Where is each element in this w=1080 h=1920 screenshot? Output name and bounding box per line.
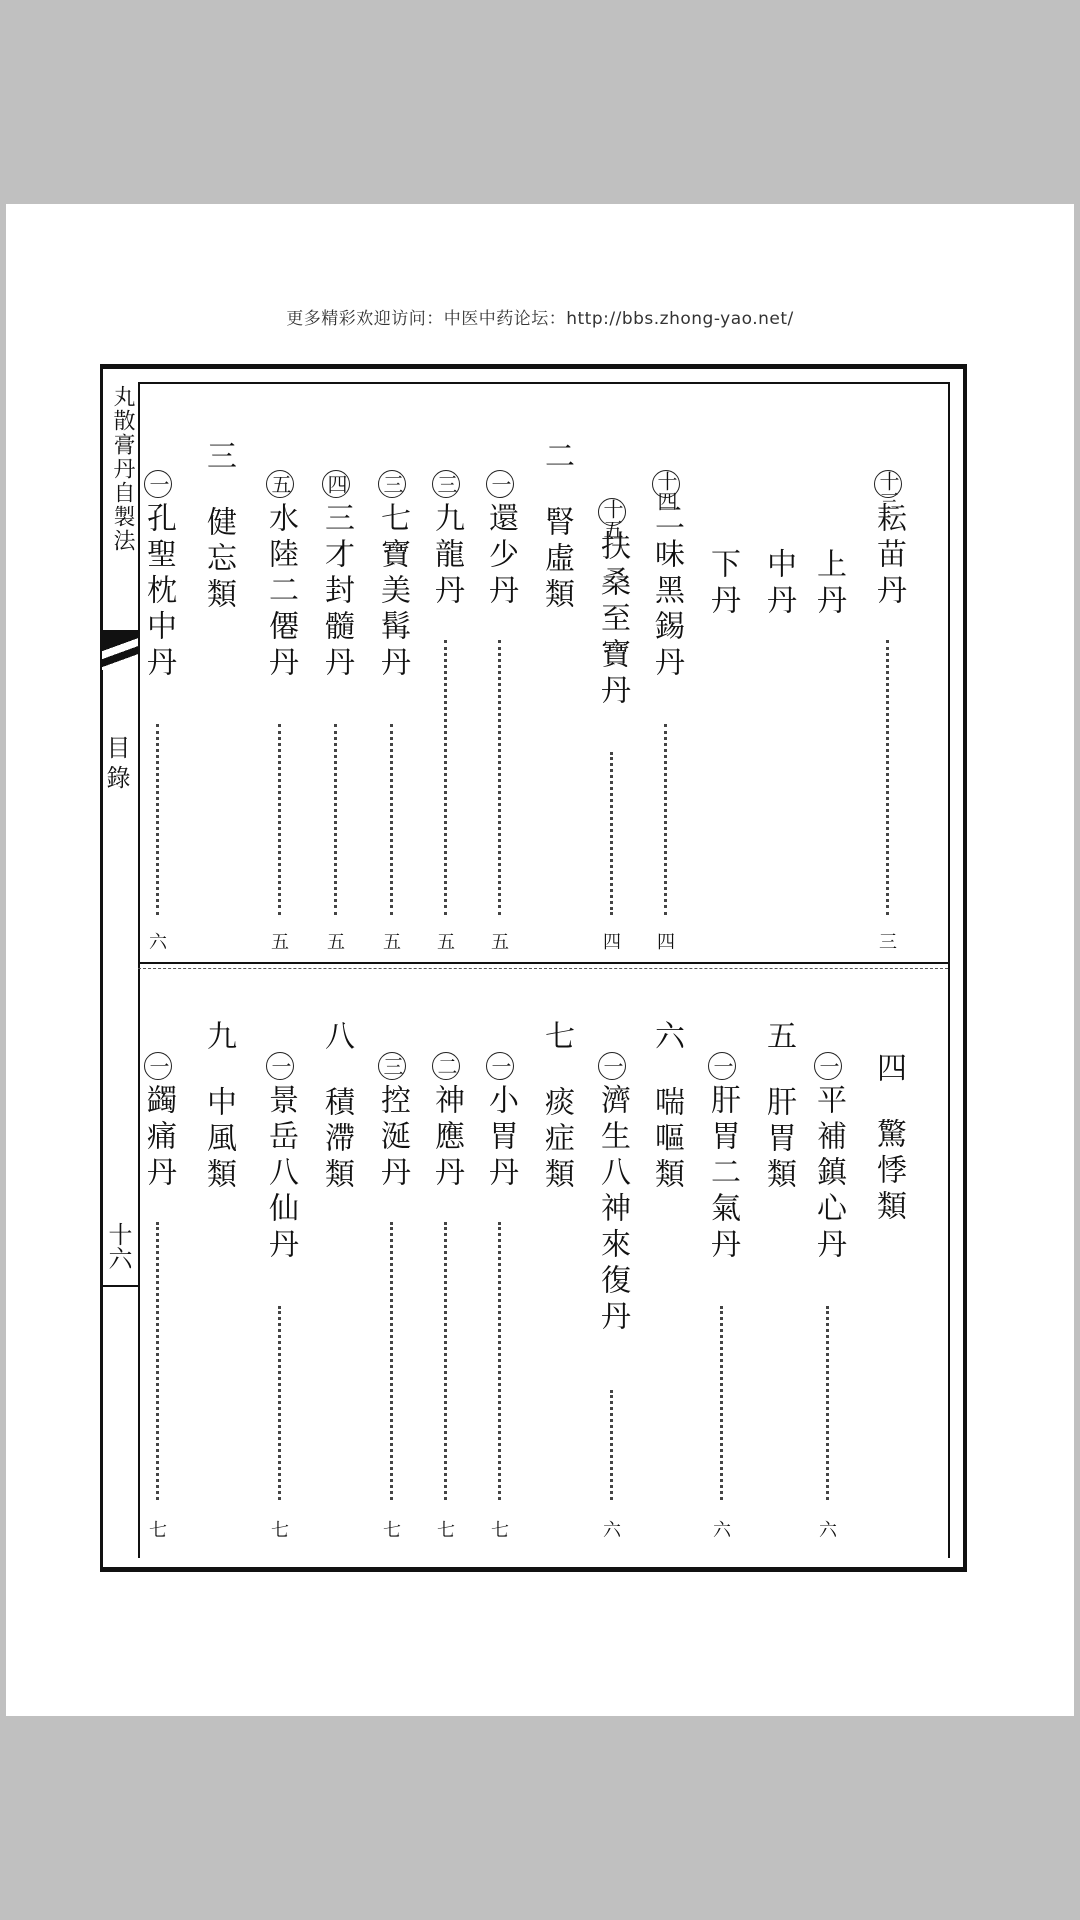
page-reference: 七 xyxy=(437,1520,455,1541)
upper-entry xyxy=(760,548,796,620)
entry-number: 一 xyxy=(144,470,172,498)
entry-number: 三 xyxy=(432,470,460,498)
category-number: 八 xyxy=(319,1020,354,1056)
page-reference: 七 xyxy=(383,1520,401,1541)
leader-dots xyxy=(610,1390,617,1500)
category-title: 下丹 xyxy=(705,548,740,620)
lower-entry xyxy=(262,1052,298,1264)
section-label: 目錄 xyxy=(102,735,130,795)
lower-entry xyxy=(200,1020,236,1194)
category-number: 三 xyxy=(201,440,236,476)
entry-number: 一 xyxy=(144,1052,172,1080)
page-reference: 七 xyxy=(271,1520,289,1541)
entry-number: 一 xyxy=(486,1052,514,1080)
entry-title: 小胃丹 xyxy=(483,1084,518,1192)
category-number: 四 xyxy=(871,1052,906,1088)
leader-dots xyxy=(334,724,341,915)
page-reference: 七 xyxy=(149,1520,167,1541)
page-reference: 五 xyxy=(383,932,401,953)
leader-dots xyxy=(498,640,505,915)
upper-entry xyxy=(538,440,574,614)
leader-dots xyxy=(278,1306,285,1500)
category-number: 九 xyxy=(201,1020,236,1056)
category-title: 健忘類 xyxy=(201,506,236,614)
entry-number: 二 xyxy=(432,1052,460,1080)
upper-entry xyxy=(648,470,684,682)
category-title: 驚悸類 xyxy=(871,1118,906,1226)
page-reference: 五 xyxy=(491,932,509,953)
upper-entry xyxy=(262,470,298,682)
lower-entry xyxy=(810,1052,846,1264)
entry-title: 耘苗丹 xyxy=(871,502,906,610)
lower-entry xyxy=(594,1052,630,1336)
category-title: 喘嘔類 xyxy=(649,1086,684,1194)
category-title: 中丹 xyxy=(761,548,796,620)
entry-title: 景岳八仙丹 xyxy=(263,1084,298,1264)
page-reference: 六 xyxy=(149,932,167,953)
page-number: 十六 xyxy=(104,1222,132,1270)
upper-entry xyxy=(200,440,236,614)
leader-dots xyxy=(444,1222,451,1500)
category-number: 二 xyxy=(539,440,574,476)
entry-title: 神應丹 xyxy=(429,1084,464,1192)
leader-dots xyxy=(610,752,617,915)
page-reference: 七 xyxy=(491,1520,509,1541)
page-reference: 五 xyxy=(327,932,345,953)
margin-rule xyxy=(100,1285,138,1287)
category-number: 六 xyxy=(649,1020,684,1056)
lower-entry xyxy=(428,1052,464,1192)
entry-title: 肝胃二氣丹 xyxy=(705,1084,740,1264)
entry-number: 十五 xyxy=(600,499,624,539)
entry-title: 還少丹 xyxy=(483,502,518,610)
entry-title: 孔聖枕中丹 xyxy=(141,502,176,682)
upper-entry xyxy=(318,470,354,682)
entry-title: 濟生八神來復丹 xyxy=(595,1084,630,1336)
leader-dots xyxy=(156,724,163,915)
entry-number: 一 xyxy=(266,1052,294,1080)
entry-title: 七寶美髯丹 xyxy=(375,502,410,682)
leader-dots xyxy=(444,640,451,915)
entry-title: 三才封髓丹 xyxy=(319,502,354,682)
entry-number: 一 xyxy=(598,1052,626,1080)
page-reference: 六 xyxy=(713,1520,731,1541)
lower-entry xyxy=(374,1052,410,1192)
lower-entry xyxy=(870,1052,906,1226)
section-divider-dashed xyxy=(138,968,948,969)
page-reference: 三 xyxy=(879,932,897,953)
book-title: 丸散膏丹自製法 xyxy=(110,385,135,553)
leader-dots xyxy=(390,1222,397,1500)
page-reference: 六 xyxy=(603,1520,621,1541)
page-reference: 四 xyxy=(657,932,675,953)
upper-entry xyxy=(374,470,410,682)
page-reference: 四 xyxy=(603,932,621,953)
fishtail-ornament xyxy=(102,630,138,670)
page-header-url: 更多精彩欢迎访问：中医中药论坛：http://bbs.zhong-yao.net/ xyxy=(286,309,794,329)
entry-number: 一 xyxy=(486,470,514,498)
lower-entry xyxy=(482,1052,518,1192)
category-title: 積滯類 xyxy=(319,1086,354,1194)
page-reference: 五 xyxy=(271,932,289,953)
entry-title: 控涎丹 xyxy=(375,1084,410,1192)
entry-number: 一 xyxy=(708,1052,736,1080)
upper-entry xyxy=(704,548,740,620)
entry-number: 三 xyxy=(378,470,406,498)
upper-entry xyxy=(594,498,630,710)
page-reference: 五 xyxy=(437,932,455,953)
leader-dots xyxy=(390,724,397,915)
upper-entry xyxy=(428,470,464,610)
leader-dots xyxy=(664,724,671,915)
lower-entry xyxy=(648,1020,684,1194)
lower-entry xyxy=(538,1020,574,1194)
section-divider xyxy=(138,962,948,964)
entry-number: 一 xyxy=(814,1052,842,1080)
lower-entry xyxy=(704,1052,740,1264)
entry-number: 十三 xyxy=(876,471,900,511)
lower-entry xyxy=(140,1052,176,1192)
entry-number: 三 xyxy=(378,1052,406,1080)
leader-dots xyxy=(720,1306,727,1500)
entry-title: 蠲痛丹 xyxy=(141,1084,176,1192)
entry-title: 二味黑錫丹 xyxy=(649,502,684,682)
upper-entry xyxy=(482,470,518,610)
entry-title: 扶桑至寶丹 xyxy=(595,530,630,710)
entry-title: 平補鎮心丹 xyxy=(811,1084,846,1264)
lower-entry xyxy=(318,1020,354,1194)
category-title: 痰症類 xyxy=(539,1086,574,1194)
entry-title: 水陸二僊丹 xyxy=(263,502,298,682)
leader-dots xyxy=(498,1222,505,1500)
page-reference: 六 xyxy=(819,1520,837,1541)
leader-dots xyxy=(156,1222,163,1500)
leader-dots xyxy=(886,640,893,915)
upper-entry xyxy=(140,470,176,682)
upper-entry xyxy=(810,548,846,620)
upper-entry xyxy=(870,470,906,610)
category-title: 中風類 xyxy=(201,1086,236,1194)
category-title: 上丹 xyxy=(811,548,846,620)
entry-title: 九龍丹 xyxy=(429,502,464,610)
leader-dots xyxy=(826,1306,833,1500)
entry-number: 十四 xyxy=(654,471,678,511)
entry-number: 四 xyxy=(322,470,350,498)
category-title: 腎虛類 xyxy=(539,506,574,614)
leader-dots xyxy=(278,724,285,915)
entry-number: 五 xyxy=(266,470,294,498)
category-number: 七 xyxy=(539,1020,574,1056)
lower-entry xyxy=(760,1020,796,1194)
category-title: 肝胃類 xyxy=(761,1086,796,1194)
category-number: 五 xyxy=(761,1020,796,1056)
